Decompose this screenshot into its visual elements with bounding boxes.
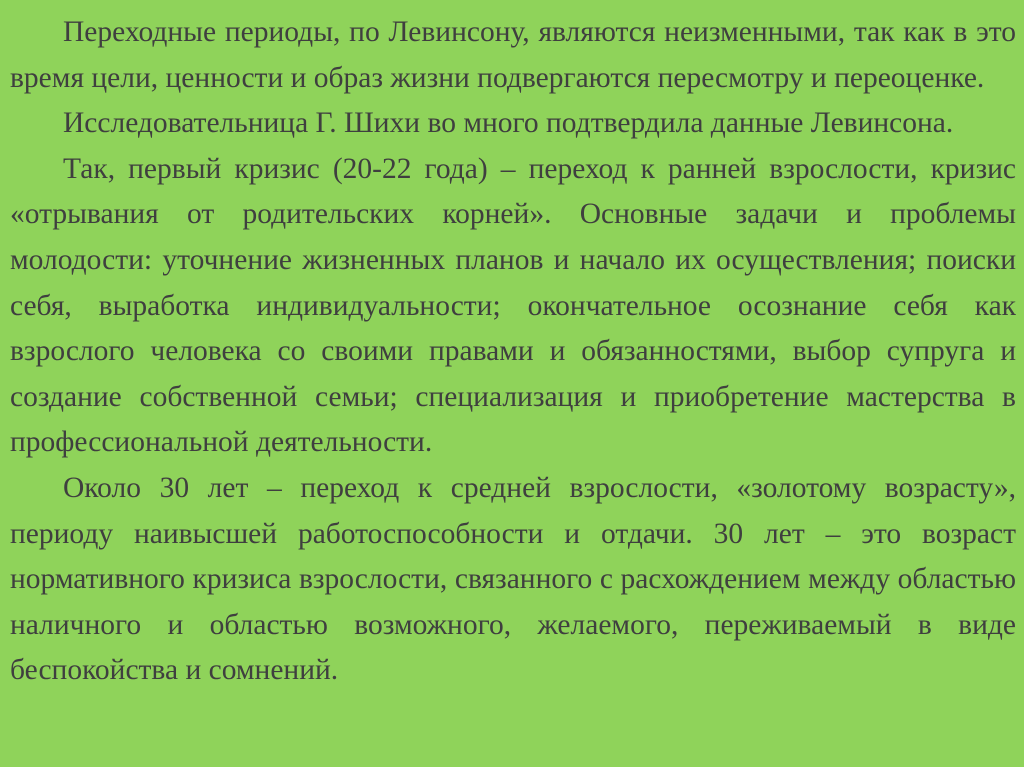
paragraph-transitional-periods: Переходные периоды, по Левинсону, являются неизменными, так как в это время цели, ценности и образ жизни подвергаются пересмотру и переоценке. [10, 16, 1016, 94]
paragraph-first-crisis: Так, первый кризис (20-22 года) – переход к ранней взрослости, кризис «отрывания от родительских корней». Основные задачи и проблемы молодости: уточнение жизненных планов и начало их осуществления; поиски себя, выработка индивидуальности; окончательное осознание себя как взрослого человека со своими правами и обязанностями, выбор супруга и создание собственной семьи; специализация и приобретение мастерства в профессиональной деятельности. [10, 152, 1016, 459]
slide-body-text [10, 10, 1016, 694]
paragraph-thirty-years: Около 30 лет – переход к средней взрослости, «золотому возрасту», периоду наивысшей работоспособности и отдачи. 30 лет – это возраст нормативного кризиса взрослости, связанного с расхождением между областью наличного и областью возможного, желаемого, переживаемый в виде беспокойства и сомнений. [10, 471, 1016, 687]
paragraph-sheehy: Исследовательница Г. Шихи во много подтвердила данные Левинсона. [63, 107, 954, 140]
